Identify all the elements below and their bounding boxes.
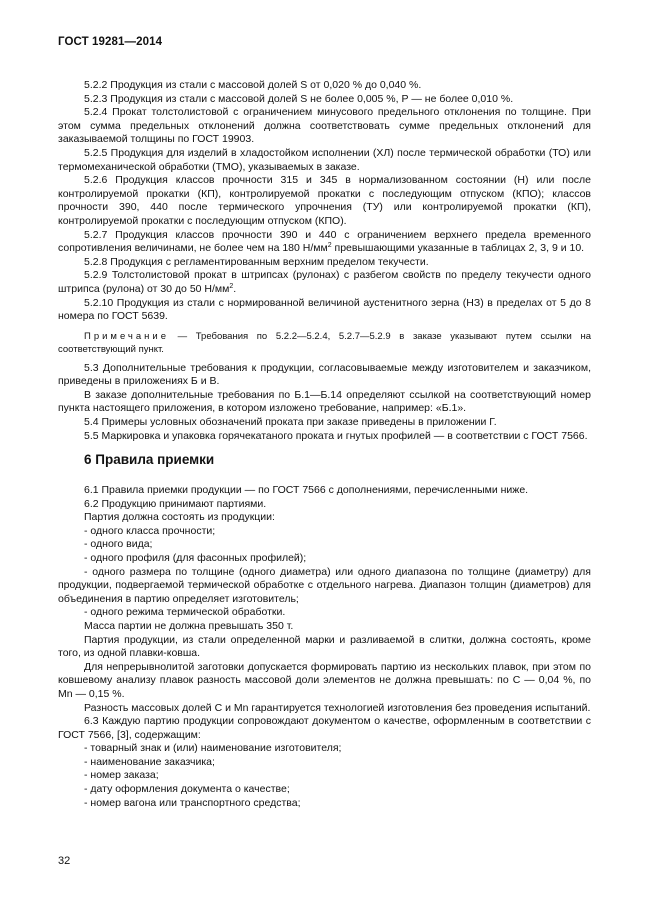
paragraph-6-3: 6.3 Каждую партию продукции сопровождают документом о качестве, оформленным в соответствии с ГОСТ 7566, [3], содержащим: xyxy=(58,715,591,741)
paragraph-5-2-6: 5.2.6 Продукция классов прочности 315 и 345 в нормализованном состоянии (Н) или после контролируемой прокатки (КП), контролируемой прокатки с последующим отпуском (КПО); классов прочности 390, 440 после термического упрочнения (ТУ) или контролируемой прокатки (КП), контролируемой прокатки с последующим отпуском (КПО). xyxy=(58,174,591,227)
document-header: ГОСТ 19281—2014 xyxy=(58,36,163,48)
paragraph-6-2: 6.2 Продукцию принимают партиями. xyxy=(84,497,267,510)
paragraph-5-2-3: 5.2.3 Продукция из стали с массовой долей S не более 0,005 %, Р — не более 0,010 %. xyxy=(84,92,514,105)
list-item: - одного вида; xyxy=(84,538,153,551)
paragraph-6-1: 6.1 Правила приемки продукции — по ГОСТ 7566 с дополнениями, перечисленными ниже. xyxy=(84,484,529,496)
section-6-title: 6 Правила приемки xyxy=(84,452,215,467)
list-item: - одного класса прочности; xyxy=(84,524,216,537)
note xyxy=(58,330,591,356)
batch-mass-limit: Масса партии не должна превышать 350 т. xyxy=(84,619,294,632)
paragraph-5-3: 5.3 Дополнительные требования к продукции, согласовываемые между изготовителем и заказчиком, приведены в приложениях Б и В. xyxy=(58,361,591,388)
list-item: - товарный знак и (или) наименование изготовителя; xyxy=(84,742,342,755)
acceptance-rules-block xyxy=(58,484,591,810)
continuous-cast-paragraph: Для непрерывнолитой заготовки допускается формировать партию из нескольких плавок, при этом по ковшевому анализу плавок разность массовой доли элементов не должна превышать: по С — 0,04 %, по Mn — 0,15 %. xyxy=(58,660,591,700)
paragraph-5-2-5: 5.2.5 Продукция для изделий в хладостойком исполнении (ХЛ) после термической обработки (ТО) или термомеханической обработки (ТМО), указываемых в заказе. xyxy=(58,146,591,173)
paragraph-order-reference: В заказе дополнительные требования по Б.1—Б.14 определяют ссылкой на соответствующий номер пункта настоящего приложения, в котором изложено требование, например: «Б.1». xyxy=(58,388,591,415)
paragraph-5-2-9: 5.2.9 Толстолистовой прокат в штрипсах (рулонах) с разбегом свойств по пределу текучести одного штрипса (рулона) от 30 до 50 $Н/мм^2$. xyxy=(58,269,591,295)
requirements-block xyxy=(58,79,591,443)
paragraph-5-2-2: 5.2.2 Продукция из стали с массовой долей S от 0,020 % до 0,040 %. xyxy=(84,79,422,91)
batch-composition-intro: Партия должна состоять из продукции: xyxy=(84,511,275,524)
paragraph-5-4: 5.4 Примеры условных обозначений проката при заказе приведены в приложении Г. xyxy=(84,416,497,429)
list-item: - наименование заказчика; xyxy=(84,755,215,768)
paragraph-5-5: 5.5 Маркировка и упаковка горячекатаного проката и гнутых профилей — в соответствии с ГОСТ 7566. xyxy=(84,429,588,442)
paragraph-5-2-8: 5.2.8 Продукция с регламентированным верхним пределом текучести. xyxy=(84,255,429,268)
list-item: - дату оформления документа о качестве; xyxy=(84,783,290,796)
list-item: - номер заказа; xyxy=(84,769,159,782)
page-number: 32 xyxy=(58,855,71,867)
paragraph-5-2-10: 5.2.10 Продукция из стали с нормированной величиной аустенитного зерна (НЗ) в пределах от 5 до 8 номера по ГОСТ 5639. xyxy=(58,296,591,323)
list-item: - одного профиля (для фасонных профилей); xyxy=(84,551,307,564)
list-item: - номер вагона или транспортного средства; xyxy=(84,796,301,809)
note-text: — Требования по 5.2.2—5.2.4, 5.2.7—5.2.9 в заказе указывают путем ссылки на соответствующий пункт. xyxy=(58,330,591,355)
list-item: - одного размера по толщине (одного диаметра) или одного диапазона по толщине (диаметру) для продукции, подвергаемой термической обработке с отдельного нагрева. Диапазон толщин (диаметров) для объединения в партию определяет изготовитель; xyxy=(58,565,591,605)
note-label: Примечание xyxy=(84,330,169,342)
ingot-batch-paragraph: Партия продукции, из стали определенной марки и разливаемой в слитки, должна состоять, кроме того, из одной плавки-ковша. xyxy=(58,633,591,660)
paragraph-5-2-4: 5.2.4 Прокат толстолистовой с ограничением минусового предельного отклонения по толщине. При этом сумма предельных отклонений должна соответствовать сумме предельных отклонений для заказываемой толщины по ГОСТ 19903. xyxy=(58,106,591,146)
mass-fraction-difference: Разность массовых долей С и Mn гарантируется технологией изготовления без проведения испытаний. xyxy=(84,701,591,714)
list-item: - одного режима термической обработки. xyxy=(84,606,286,619)
paragraph-5-2-7: 5.2.7 Продукция классов прочности 390 и 440 с ограничением верхнего предела временного сопротивления величинами, не более чем на 180 $Н/мм^2$ превышающими указанные в таблицах 2, 3, 9 и 10. xyxy=(58,228,591,255)
